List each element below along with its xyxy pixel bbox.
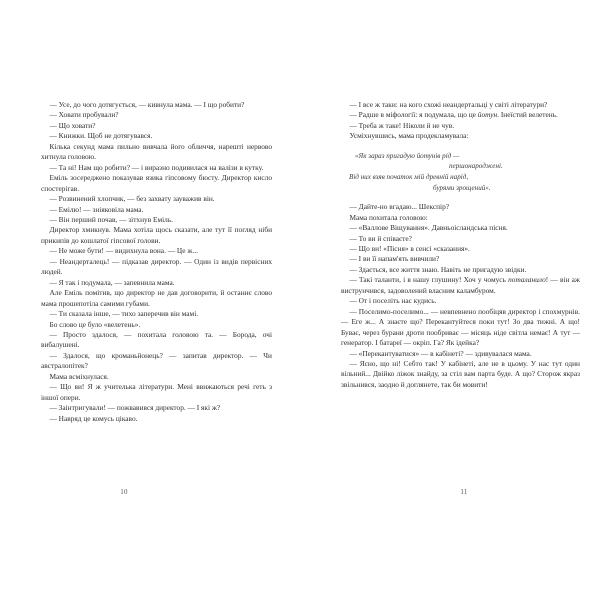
- paragraph: — Неандерталець! — підказав директор. — Один із видів первісних людей.: [41, 256, 272, 277]
- paragraph: Кілька секунд мама пильно вивчала його обличчя, нарешті нервово хитнула головою.: [41, 141, 272, 162]
- paragraph: — Ти сказала інше, — тихо заперечив він мамі.: [49, 309, 199, 319]
- paragraph: — Емілю! — зніяковіла мама.: [49, 204, 144, 214]
- paragraph: Усміхнувшись, мама продекламувала:: [349, 131, 469, 141]
- paragraph: — Такі таланти, і в нашу глушину! Хоч у чомусь поталанило! — він аж виструнчився, задоволений власним каламбуром.: [341, 275, 580, 295]
- paragraph: — Що ви! Я ж учителька літератури. Мені ввижаються речі геть з іншої опери.: [41, 382, 272, 402]
- paragraph: — Та ні! Нам що робити? — і виразно подивилася на валізи в кутку.: [49, 162, 264, 172]
- verse-block: [341, 151, 580, 193]
- page-number-left: 10: [120, 488, 128, 496]
- paragraph: — Що ви! «Пісня» в сенсі «сказання».: [349, 244, 470, 253]
- paragraph: — Радше в міфології: я подумала, що це йотун. Інеїстий велетень.: [349, 110, 558, 120]
- paragraph: — Що ховати?: [49, 120, 96, 130]
- paragraph: — Ясно, що ні! Себто так! У кабінеті, але не в цьому. У нас тут один вільний... Двійко ліжок знайду, за стіл вам парта буде. А що? Сторож якраз звільнився, заодно й доглянете, так би мовити!: [341, 358, 580, 389]
- paragraph: — «Перекантуватися» — в кабінеті? — здивувалася мама.: [349, 348, 532, 358]
- paragraph: — Не може бути! — видихнула вона. — Це ж...: [49, 246, 198, 256]
- paragraph: — І ви її напам'ять вивчили?: [349, 254, 440, 264]
- italic-term: поталанило: [508, 275, 546, 285]
- paragraph: — Книжки. Щоб не дотягувався.: [49, 131, 153, 141]
- paragraph: Еміль зосереджено показував язика гіпсовому бюсту. Директор кисло спостерігав.: [41, 173, 272, 193]
- page-right-textblock: [341, 100, 580, 390]
- paragraph: — Він перший почав, — зітхнув Еміль.: [49, 214, 174, 224]
- verse-line: першонароджені.: [449, 162, 503, 171]
- paragraph: — Я так і подумала, — запевнила мама.: [49, 277, 175, 287]
- verse-line: бурями зрощений».: [433, 183, 491, 192]
- paragraph: — Дайте-но вгадаю... Шекспір?: [349, 202, 450, 212]
- paragraph: Але Еміль помітив, що директор не дав договорити, й останнє слово мама прошепотіла самими губами.: [41, 288, 272, 308]
- page-right: [320, 0, 600, 600]
- paragraph: Мама всміхнулася.: [49, 371, 109, 381]
- paragraph: — Здається, все життя знаю. Навіть не пригадую звідки.: [349, 264, 527, 274]
- paragraph: — Здалося, що кроманьйонець? — запитав директор. — Чи австралопітек?: [41, 350, 272, 371]
- paragraph: — Усе, до чого дотягується, — кивнула мама. — І що робити?: [49, 100, 245, 109]
- page-number-right: 11: [460, 488, 468, 496]
- paragraph: Бо слово це було «велетень».: [49, 319, 141, 329]
- paragraph: — Навряд це комусь цікаво.: [49, 413, 138, 423]
- paragraph: — Поселимо-поселимо... — невпевнено пообіцяв директор і спохмурнів. — Еге ж... А знаєте що? Перекантуйтеся поки тут! Зо два тижні. А що! Буває, через бурани дроти пообриває — місяць ніде світла немає! А тут — генератор. І батареї — окріп. Га? Як ідейка?: [341, 306, 580, 348]
- paragraph: Директор хмикнув. Мама хотіла щось сказати, але тут її погляд ніби прикипів до кошлатої гіпсової голови.: [41, 225, 272, 245]
- verse-line: «Як зараз пригадую йотунів рід —: [355, 151, 460, 160]
- paragraph: — Розвинений хлопчик, — без захвату зауважив він.: [49, 194, 215, 204]
- page-left: [0, 0, 280, 600]
- paragraph: — «Валлове Віщування». Давньоісландська пісня.: [349, 223, 508, 233]
- paragraph: — То ви й співаєте?: [349, 233, 412, 243]
- paragraph: — Заінтригували! — пожвавився директор. — І які ж?: [49, 403, 221, 413]
- paragraph: — От і поселіть нас кудись.: [349, 296, 437, 306]
- paragraph: — Ховати пробували?: [49, 110, 119, 120]
- paragraph: — Треба ж таке! Ніколи й не чув.: [349, 120, 455, 130]
- paragraph: — І все ж таки: на кого схожі неандертальці у світі літератури?: [349, 100, 548, 109]
- paragraph: Мама похитала головою:: [349, 212, 428, 222]
- italic-term: йотун: [477, 110, 498, 120]
- paragraph: — Просто здалося, — похитала головою та. — Борода, очі вибалушені.: [41, 329, 272, 350]
- verse-line: Від них взяв початок мій древній нарід,: [349, 173, 469, 181]
- page-left-textblock: [41, 100, 272, 424]
